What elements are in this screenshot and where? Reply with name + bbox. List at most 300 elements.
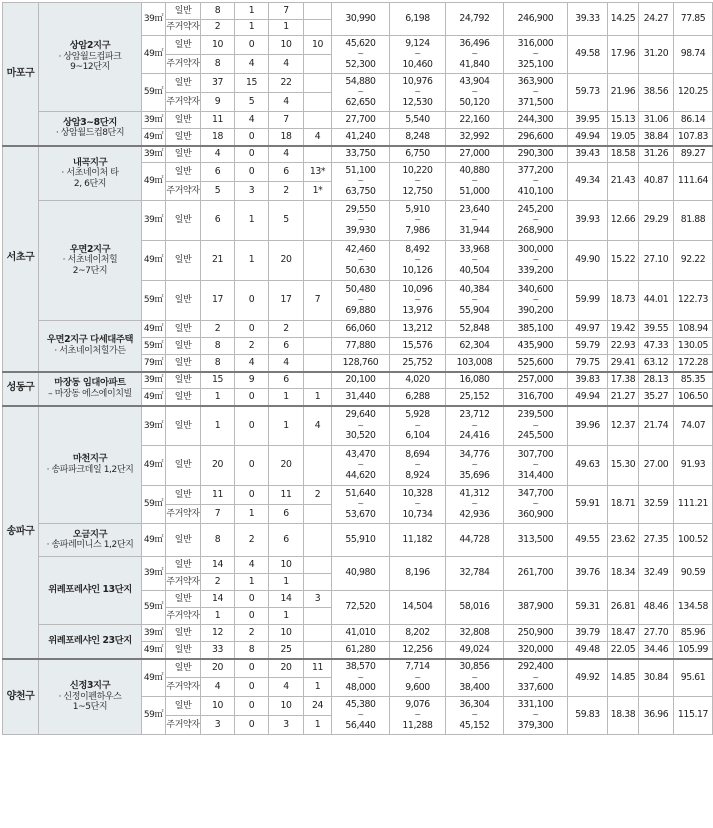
count-c2: 0	[235, 446, 269, 486]
count-c4: 13*	[304, 163, 332, 182]
count-c4: 1	[304, 678, 332, 697]
d4-max: 379,300	[517, 719, 554, 731]
area-a4: 130.05	[674, 338, 713, 355]
amount-d2	[390, 486, 446, 524]
count-c4	[304, 321, 332, 338]
d1-max: 62,650	[345, 96, 376, 108]
area-a1: 39.93	[568, 201, 608, 241]
complex-subtitle: · 서초네이처힐	[62, 255, 118, 266]
count-c3: 6	[269, 338, 304, 355]
amount-d3: 32,992	[446, 129, 504, 146]
area-a4: 92.22	[674, 241, 713, 281]
count-c4	[304, 93, 332, 112]
d2-max: 11,288	[402, 719, 433, 731]
amount-d4	[504, 406, 568, 446]
count-c1: 4	[201, 678, 235, 697]
range-tilde: ~	[532, 49, 539, 59]
area-a3: 44.01	[639, 281, 674, 321]
area-a1: 59.99	[568, 281, 608, 321]
d4-max: 337,600	[517, 682, 554, 693]
amount-d3	[446, 406, 504, 446]
amount-d1: 41,010	[332, 625, 390, 642]
area-cell: 39㎡	[142, 112, 166, 129]
area-a4: 115.17	[674, 697, 713, 735]
d3-max: 50,120	[459, 96, 490, 108]
area-a4: 107.83	[674, 129, 713, 146]
supply-type: 일반	[166, 524, 201, 557]
count-c3: 6	[269, 505, 304, 524]
area-a1: 49.94	[568, 389, 608, 406]
range-tilde: ~	[471, 87, 478, 97]
table-row	[3, 201, 713, 241]
supply-type: 일반	[166, 446, 201, 486]
range-tilde: ~	[532, 672, 539, 682]
range-tilde: ~	[414, 87, 421, 97]
area-a4: 105.99	[674, 642, 713, 659]
d2-max: 9,600	[405, 682, 430, 693]
range-tilde: ~	[532, 420, 539, 430]
count-c4	[304, 642, 332, 659]
area-a1: 39.33	[568, 3, 608, 36]
area-a4: 111.64	[674, 163, 713, 201]
range-tilde: ~	[471, 420, 478, 430]
amount-d1	[332, 446, 390, 486]
amount-d2: 11,182	[390, 524, 446, 557]
amount-d1: 41,240	[332, 129, 390, 146]
amount-d4: 387,900	[504, 591, 568, 625]
count-c3: 22	[269, 74, 304, 93]
area-a1: 59.79	[568, 338, 608, 355]
amount-d2: 13,212	[390, 321, 446, 338]
supply-type: 주거약자	[166, 505, 201, 524]
d3-min: 36,304	[459, 698, 490, 710]
d3-min: 23,712	[459, 409, 490, 420]
count-c3: 1	[269, 20, 304, 36]
count-c1: 6	[201, 163, 235, 182]
d1-max: 30,520	[345, 430, 376, 441]
range-tilde: ~	[357, 255, 364, 265]
d3-min: 34,776	[459, 448, 490, 460]
area-a4: 108.94	[674, 321, 713, 338]
count-c4: 4	[304, 129, 332, 146]
d1-max: 69,880	[345, 304, 376, 316]
count-c3: 3	[269, 716, 304, 735]
d2-min: 8,694	[405, 448, 430, 460]
area-a2: 12.37	[608, 406, 639, 446]
area-a2: 22.93	[608, 338, 639, 355]
amount-d2	[390, 406, 446, 446]
area-a2: 15.30	[608, 446, 639, 486]
complex-name	[39, 201, 142, 321]
d1-max: 44,620	[345, 469, 376, 481]
complex-subtitle: · 상암월드컵8단지	[55, 128, 125, 139]
area-a3: 31.06	[639, 112, 674, 129]
amount-d4: 296,600	[504, 129, 568, 146]
area-a2: 17.38	[608, 372, 639, 389]
area-a3: 32.59	[639, 486, 674, 524]
count-c2: 0	[235, 697, 269, 716]
area-a4: 85.35	[674, 372, 713, 389]
supply-type: 일반	[166, 129, 201, 146]
amount-d1: 77,880	[332, 338, 390, 355]
area-a2: 15.13	[608, 112, 639, 129]
area-a1: 59.31	[568, 591, 608, 625]
range-tilde: ~	[357, 672, 364, 682]
count-c2: 0	[235, 389, 269, 406]
area-a2: 29.41	[608, 355, 639, 372]
amount-d4: 257,000	[504, 372, 568, 389]
area-a4: 100.52	[674, 524, 713, 557]
count-c4	[304, 557, 332, 574]
supply-type: 일반	[166, 625, 201, 642]
area-a3: 30.84	[639, 659, 674, 697]
table-row	[3, 406, 713, 446]
complex-name	[39, 372, 142, 406]
area-a4: 98.74	[674, 36, 713, 74]
count-c2: 4	[235, 557, 269, 574]
amount-d3	[446, 163, 504, 201]
d3-max: 38,400	[459, 682, 490, 693]
complex-subtitle: · 서초네이처힐가든	[54, 345, 126, 356]
count-c1: 14	[201, 591, 235, 608]
count-c3: 1	[269, 406, 304, 446]
d4-max: 410,100	[517, 185, 554, 197]
area-a1: 49.90	[568, 241, 608, 281]
d3-max: 55,904	[459, 304, 490, 316]
area-cell: 79㎡	[142, 355, 166, 372]
amount-d4: 316,700	[504, 389, 568, 406]
amount-d1	[332, 36, 390, 74]
count-c4	[304, 372, 332, 389]
area-cell: 59㎡	[142, 486, 166, 524]
count-c3: 11	[269, 486, 304, 505]
amount-d4: 525,600	[504, 355, 568, 372]
supply-type: 일반	[166, 338, 201, 355]
amount-d4	[504, 163, 568, 201]
complex-title: 위례포레샤인 23단지	[48, 635, 132, 646]
table-row	[3, 557, 713, 574]
d1-min: 51,100	[345, 164, 376, 176]
area-cell: 49㎡	[142, 389, 166, 406]
amount-d3: 52,848	[446, 321, 504, 338]
district-name: 송파구	[3, 406, 39, 659]
d2-min: 10,976	[402, 75, 433, 87]
amount-d1	[332, 241, 390, 281]
amount-d4: 244,300	[504, 112, 568, 129]
table-row	[3, 659, 713, 678]
d4-max: 325,100	[517, 58, 554, 70]
amount-d4: 435,900	[504, 338, 568, 355]
complex-subtitle: 2~7단지	[72, 265, 108, 276]
table-row	[3, 625, 713, 642]
area-a1: 49.63	[568, 446, 608, 486]
area-cell: 49㎡	[142, 129, 166, 146]
district-name: 마포구	[3, 3, 39, 146]
count-c2: 1	[235, 241, 269, 281]
amount-d2: 6,288	[390, 389, 446, 406]
count-c3: 2	[269, 182, 304, 201]
area-cell: 49㎡	[142, 36, 166, 74]
count-c1: 1	[201, 608, 235, 625]
supply-type: 일반	[166, 163, 201, 182]
supply-type: 주거약자	[166, 608, 201, 625]
complex-subtitle: 1~5단지	[72, 702, 108, 712]
count-c1: 21	[201, 241, 235, 281]
table-row	[3, 524, 713, 557]
count-c3: 7	[269, 3, 304, 20]
area-cell: 39㎡	[142, 3, 166, 36]
d2-min: 9,076	[405, 698, 430, 710]
area-a3: 47.33	[639, 338, 674, 355]
d4-max: 360,900	[517, 508, 554, 520]
amount-d1: 40,980	[332, 557, 390, 591]
count-c4	[304, 3, 332, 20]
range-tilde: ~	[532, 499, 539, 509]
d3-max: 42,936	[459, 508, 490, 520]
amount-d4	[504, 697, 568, 735]
count-c1: 14	[201, 557, 235, 574]
d1-max: 56,440	[345, 719, 376, 731]
count-c3: 4	[269, 93, 304, 112]
amount-d1	[332, 406, 390, 446]
range-tilde: ~	[357, 460, 364, 470]
d2-max: 10,734	[402, 508, 433, 520]
table-row	[3, 3, 713, 20]
amount-d2	[390, 74, 446, 112]
area-a4: 172.28	[674, 355, 713, 372]
amount-d4: 250,900	[504, 625, 568, 642]
amount-d3: 27,000	[446, 146, 504, 163]
d1-min: 45,620	[345, 37, 376, 49]
range-tilde: ~	[414, 255, 421, 265]
count-c4	[304, 20, 332, 36]
count-c4: 10	[304, 36, 332, 55]
range-tilde: ~	[357, 710, 364, 720]
area-a1: 49.58	[568, 36, 608, 74]
count-c3: 2	[269, 321, 304, 338]
count-c1: 5	[201, 182, 235, 201]
d4-min: 331,100	[517, 698, 554, 710]
count-c2: 0	[235, 486, 269, 505]
count-c1: 2	[201, 20, 235, 36]
table-row	[3, 372, 713, 389]
d1-min: 29,550	[345, 203, 376, 215]
area-cell: 39㎡	[142, 625, 166, 642]
district-name: 성동구	[3, 372, 39, 406]
count-c4: 3	[304, 591, 332, 608]
range-tilde: ~	[532, 710, 539, 720]
complex-title: 우면2지구	[69, 243, 111, 255]
area-a3: 27.35	[639, 524, 674, 557]
count-c4: 11	[304, 659, 332, 678]
count-c3: 20	[269, 241, 304, 281]
area-a2: 18.47	[608, 625, 639, 642]
area-a2: 23.62	[608, 524, 639, 557]
d3-min: 33,968	[459, 243, 490, 255]
area-a3: 63.12	[639, 355, 674, 372]
count-c2: 0	[235, 591, 269, 608]
count-c2: 1	[235, 574, 269, 591]
count-c1: 10	[201, 36, 235, 55]
amount-d3: 16,080	[446, 372, 504, 389]
area-cell: 39㎡	[142, 406, 166, 446]
amount-d1	[332, 486, 390, 524]
supply-type: 일반	[166, 389, 201, 406]
amount-d3: 44,728	[446, 524, 504, 557]
d2-max: 10,460	[402, 58, 433, 70]
amount-d4	[504, 241, 568, 281]
d3-min: 23,640	[459, 203, 490, 215]
supply-type: 주거약자	[166, 716, 201, 735]
d2-max: 7,986	[405, 224, 430, 236]
count-c3: 20	[269, 659, 304, 678]
area-a1: 49.92	[568, 659, 608, 697]
amount-d3	[446, 697, 504, 735]
amount-d3	[446, 659, 504, 697]
count-c1: 11	[201, 112, 235, 129]
amount-d3	[446, 201, 504, 241]
d1-min: 50,480	[345, 283, 376, 295]
supply-type: 일반	[166, 372, 201, 389]
count-c2: 3	[235, 182, 269, 201]
amount-d4	[504, 201, 568, 241]
range-tilde: ~	[414, 710, 421, 720]
d2-max: 13,976	[402, 304, 433, 316]
area-a3: 31.20	[639, 36, 674, 74]
d2-min: 8,492	[405, 243, 430, 255]
rental-supply-table	[2, 2, 713, 735]
d4-min: 292,400	[517, 661, 554, 672]
area-cell: 49㎡	[142, 321, 166, 338]
d4-min: 300,000	[517, 243, 554, 255]
supply-type: 일반	[166, 406, 201, 446]
area-cell: 39㎡	[142, 557, 166, 591]
d4-min: 347,700	[517, 487, 554, 499]
area-a4: 95.61	[674, 659, 713, 697]
complex-subtitle: · 서초네이처 타	[61, 168, 119, 178]
area-a1: 39.43	[568, 146, 608, 163]
d3-min: 40,880	[459, 164, 490, 176]
area-a3: 38.84	[639, 129, 674, 146]
supply-type: 주거약자	[166, 20, 201, 36]
area-a2: 14.85	[608, 659, 639, 697]
range-tilde: ~	[471, 672, 478, 682]
area-cell: 59㎡	[142, 281, 166, 321]
area-a1: 59.91	[568, 486, 608, 524]
area-cell: 39㎡	[142, 146, 166, 163]
complex-subtitle: · 송파레미니스 1,2단지	[46, 540, 134, 550]
d2-max: 8,924	[405, 469, 430, 481]
d1-max: 39,930	[345, 224, 376, 236]
area-a1: 59.83	[568, 697, 608, 735]
count-c2: 0	[235, 716, 269, 735]
supply-type: 일반	[166, 659, 201, 678]
count-c1: 10	[201, 697, 235, 716]
complex-name	[39, 3, 142, 112]
d4-min: 307,700	[517, 448, 554, 460]
supply-type: 일반	[166, 3, 201, 20]
area-a4: 106.50	[674, 389, 713, 406]
amount-d2: 15,576	[390, 338, 446, 355]
amount-d4	[504, 659, 568, 697]
area-cell: 59㎡	[142, 74, 166, 112]
amount-d2	[390, 201, 446, 241]
d2-min: 5,910	[405, 203, 430, 215]
complex-name	[39, 146, 142, 201]
count-c3: 4	[269, 55, 304, 74]
count-c2: 0	[235, 321, 269, 338]
area-a3: 39.55	[639, 321, 674, 338]
count-c2: 9	[235, 372, 269, 389]
d3-min: 30,856	[459, 661, 490, 672]
complex-name	[39, 524, 142, 557]
complex-subtitle: · 신정이펜하우스	[58, 691, 122, 702]
count-c3: 17	[269, 281, 304, 321]
range-tilde: ~	[414, 420, 421, 430]
amount-d2	[390, 241, 446, 281]
area-a3: 38.56	[639, 74, 674, 112]
area-a4: 86.14	[674, 112, 713, 129]
count-c1: 18	[201, 129, 235, 146]
area-a3: 34.46	[639, 642, 674, 659]
count-c2: 0	[235, 146, 269, 163]
count-c3: 4	[269, 146, 304, 163]
area-a1: 49.55	[568, 524, 608, 557]
complex-title: 내곡지구	[72, 156, 108, 168]
area-a4: 85.96	[674, 625, 713, 642]
amount-d2	[390, 281, 446, 321]
area-a4: 91.93	[674, 446, 713, 486]
amount-d4: 320,000	[504, 642, 568, 659]
d4-min: 363,900	[517, 75, 554, 87]
count-c4	[304, 241, 332, 281]
amount-d3	[446, 36, 504, 74]
area-a4: 77.85	[674, 3, 713, 36]
range-tilde: ~	[471, 710, 478, 720]
count-c1: 8	[201, 355, 235, 372]
amount-d1	[332, 697, 390, 735]
complex-subtitle: · 송파파크데일 1,2단지	[46, 464, 134, 475]
supply-type: 주거약자	[166, 678, 201, 697]
count-c4	[304, 625, 332, 642]
area-a2: 18.71	[608, 486, 639, 524]
area-a3: 36.96	[639, 697, 674, 735]
count-c2: 8	[235, 642, 269, 659]
amount-d4	[504, 446, 568, 486]
amount-d1: 55,910	[332, 524, 390, 557]
amount-d1: 31,440	[332, 389, 390, 406]
count-c1: 6	[201, 201, 235, 241]
d4-max: 314,400	[517, 469, 554, 481]
amount-d3: 25,152	[446, 389, 504, 406]
amount-d4: 313,500	[504, 524, 568, 557]
area-a1: 39.79	[568, 625, 608, 642]
area-cell: 49㎡	[142, 642, 166, 659]
d3-max: 24,416	[459, 430, 490, 441]
area-a2: 22.05	[608, 642, 639, 659]
amount-d2	[390, 446, 446, 486]
count-c4	[304, 446, 332, 486]
count-c2: 2	[235, 524, 269, 557]
complex-name	[39, 625, 142, 659]
area-a4: 90.59	[674, 557, 713, 591]
area-a3: 29.29	[639, 201, 674, 241]
count-c1: 1	[201, 406, 235, 446]
amount-d2: 25,752	[390, 355, 446, 372]
area-cell: 49㎡	[142, 241, 166, 281]
count-c2: 0	[235, 659, 269, 678]
d2-min: 7,714	[405, 661, 430, 672]
